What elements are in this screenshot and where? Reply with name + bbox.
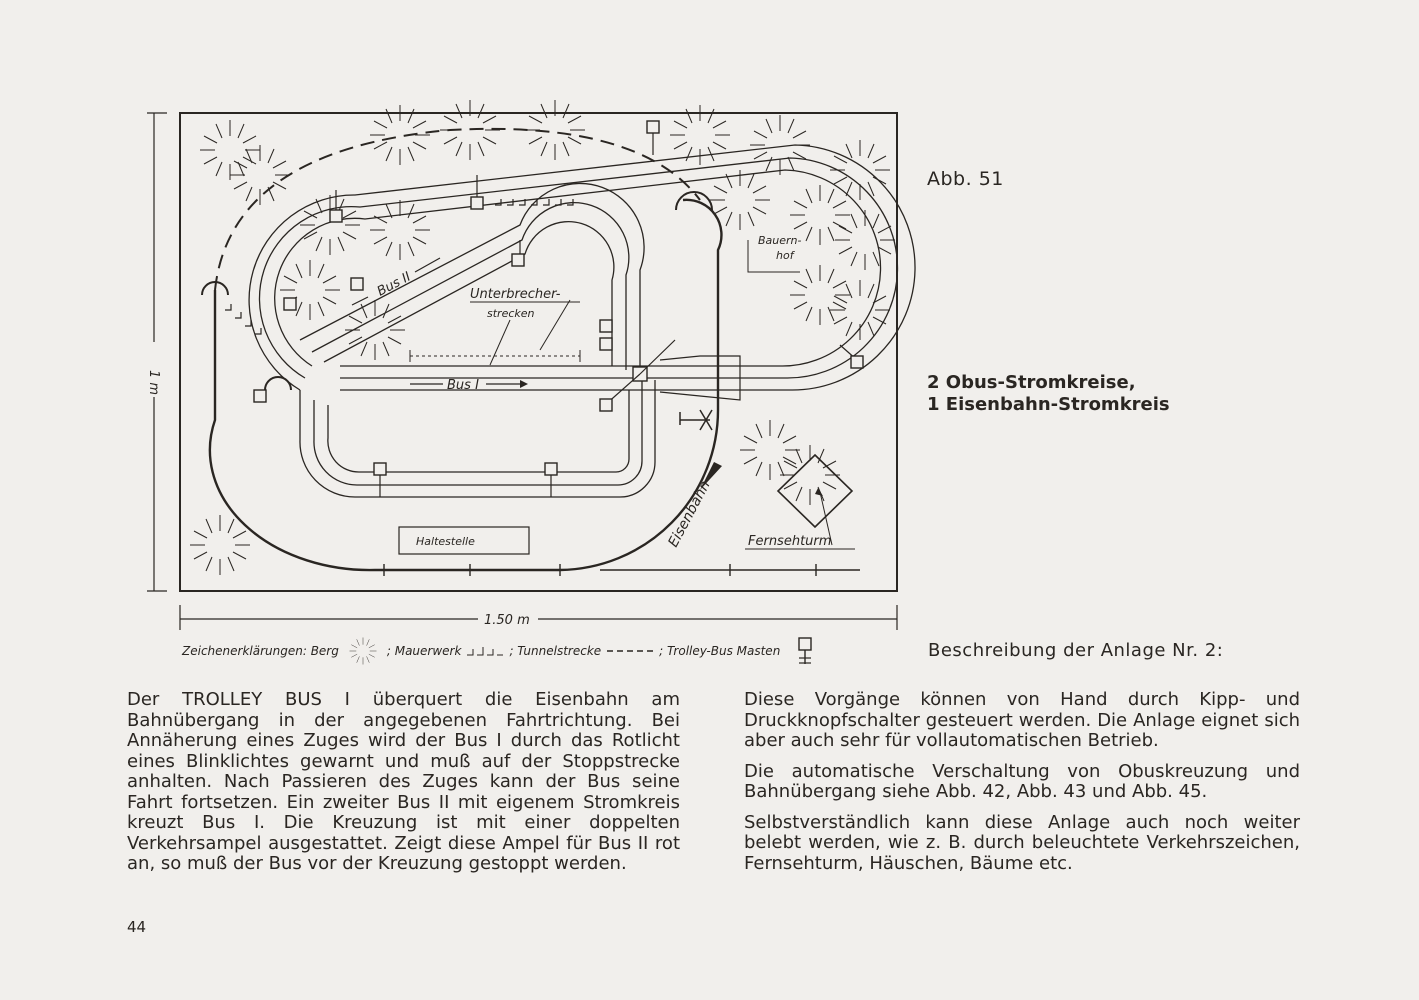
- legend-prefix: Zeichenerklärungen: Berg: [182, 644, 339, 658]
- figure-subtitle-line: 2 Obus-Stromkreise,: [927, 372, 1136, 393]
- page-number: 44: [127, 918, 147, 936]
- interrupter-label-line2: strecken: [487, 307, 535, 320]
- farm-label-line1: Bauern-: [758, 234, 802, 247]
- height-dimension-label: 1 m: [146, 370, 161, 396]
- railway-label: Eisenbahn: [665, 478, 714, 550]
- bus-one-outer-loop: [249, 145, 915, 390]
- legend-poles: ; Trolley-Bus Masten: [659, 644, 781, 658]
- figure-subtitle: [927, 372, 1170, 416]
- trolley-poles: [254, 121, 863, 497]
- hill-hatching: [190, 100, 895, 575]
- tv-tower-label: Fernsehturm: [748, 534, 832, 549]
- tv-tower-shape: [778, 455, 852, 527]
- wall-symbol-icon: [465, 641, 505, 661]
- body-paragraph: Diese Vorgänge können von Hand durch Kipp- und Druckknopfschalter gesteuert werden. Die Anlage eignet sich aber auch sehr für vollautomatischen Betrieb.: [744, 689, 1300, 751]
- tunnel-symbol-icon: [605, 644, 655, 658]
- body-paragraph: Selbstverständlich kann diese Anlage auch noch weiter belebt werden, wie z. B. durch beleuchtete Verkehrszeichen, Fernsehturm, Häuschen, Bäume etc.: [744, 811, 1300, 874]
- layout-frame: [180, 113, 897, 591]
- figure-label: Abb. 51: [927, 168, 1004, 190]
- body-left-column: [127, 690, 680, 885]
- stop-label: Haltestelle: [416, 535, 475, 548]
- hill-symbol-icon: [343, 636, 383, 666]
- description-title: Beschreibung der Anlage Nr. 2:: [928, 640, 1224, 661]
- width-dimension-label: 1.50 m: [484, 613, 530, 628]
- interrupter-label-line1: Unterbrecher-: [470, 287, 561, 302]
- body-paragraph: Der TROLLEY BUS I überquert die Eisenbahn am Bahnübergang in der angegebenen Fahrtrichtung. Bei Annäherung eines Zuges wird der Bus I durch das Rotlicht eines Blinklichtes gewarnt und muß auf der Stoppstrecke anhalten. Nach Passieren des Zuges kann der Bus seine Fahrt fortsetzen. Ein zweiter Bus II mit eigenem Stromkreis kreuzt Bus I. Die Kreuzung ist mit einer doppelten Verkehrsampel ausgestattet. Zeigt diese Ampel für Bus II rot an, so muß der Bus vor der Kreuzung gestoppt werden.: [127, 689, 680, 874]
- legend: [182, 636, 816, 666]
- legend-tunnel: ; Tunnelstrecke: [509, 644, 602, 658]
- figure-subtitle-line: 1 Eisenbahn-Stromkreis: [927, 394, 1170, 415]
- pole-symbol-icon: [794, 636, 816, 666]
- body-right-column: [744, 690, 1300, 884]
- legend-wall: ; Mauerwerk: [386, 644, 462, 658]
- farm-label-line2: hof: [776, 249, 794, 262]
- body-paragraph: Die automatische Verschaltung von Obuskreuzung und Bahnübergang siehe Abb. 42, Abb. 43 und Abb. 45.: [744, 760, 1300, 802]
- bus-one-label: Bus I: [447, 378, 479, 393]
- lower-loop: [300, 380, 655, 497]
- railway-track: [202, 129, 860, 576]
- bus-two-inner-loop: [300, 183, 644, 370]
- crossing: [605, 340, 740, 430]
- bus-two-label: Bus II: [374, 269, 414, 300]
